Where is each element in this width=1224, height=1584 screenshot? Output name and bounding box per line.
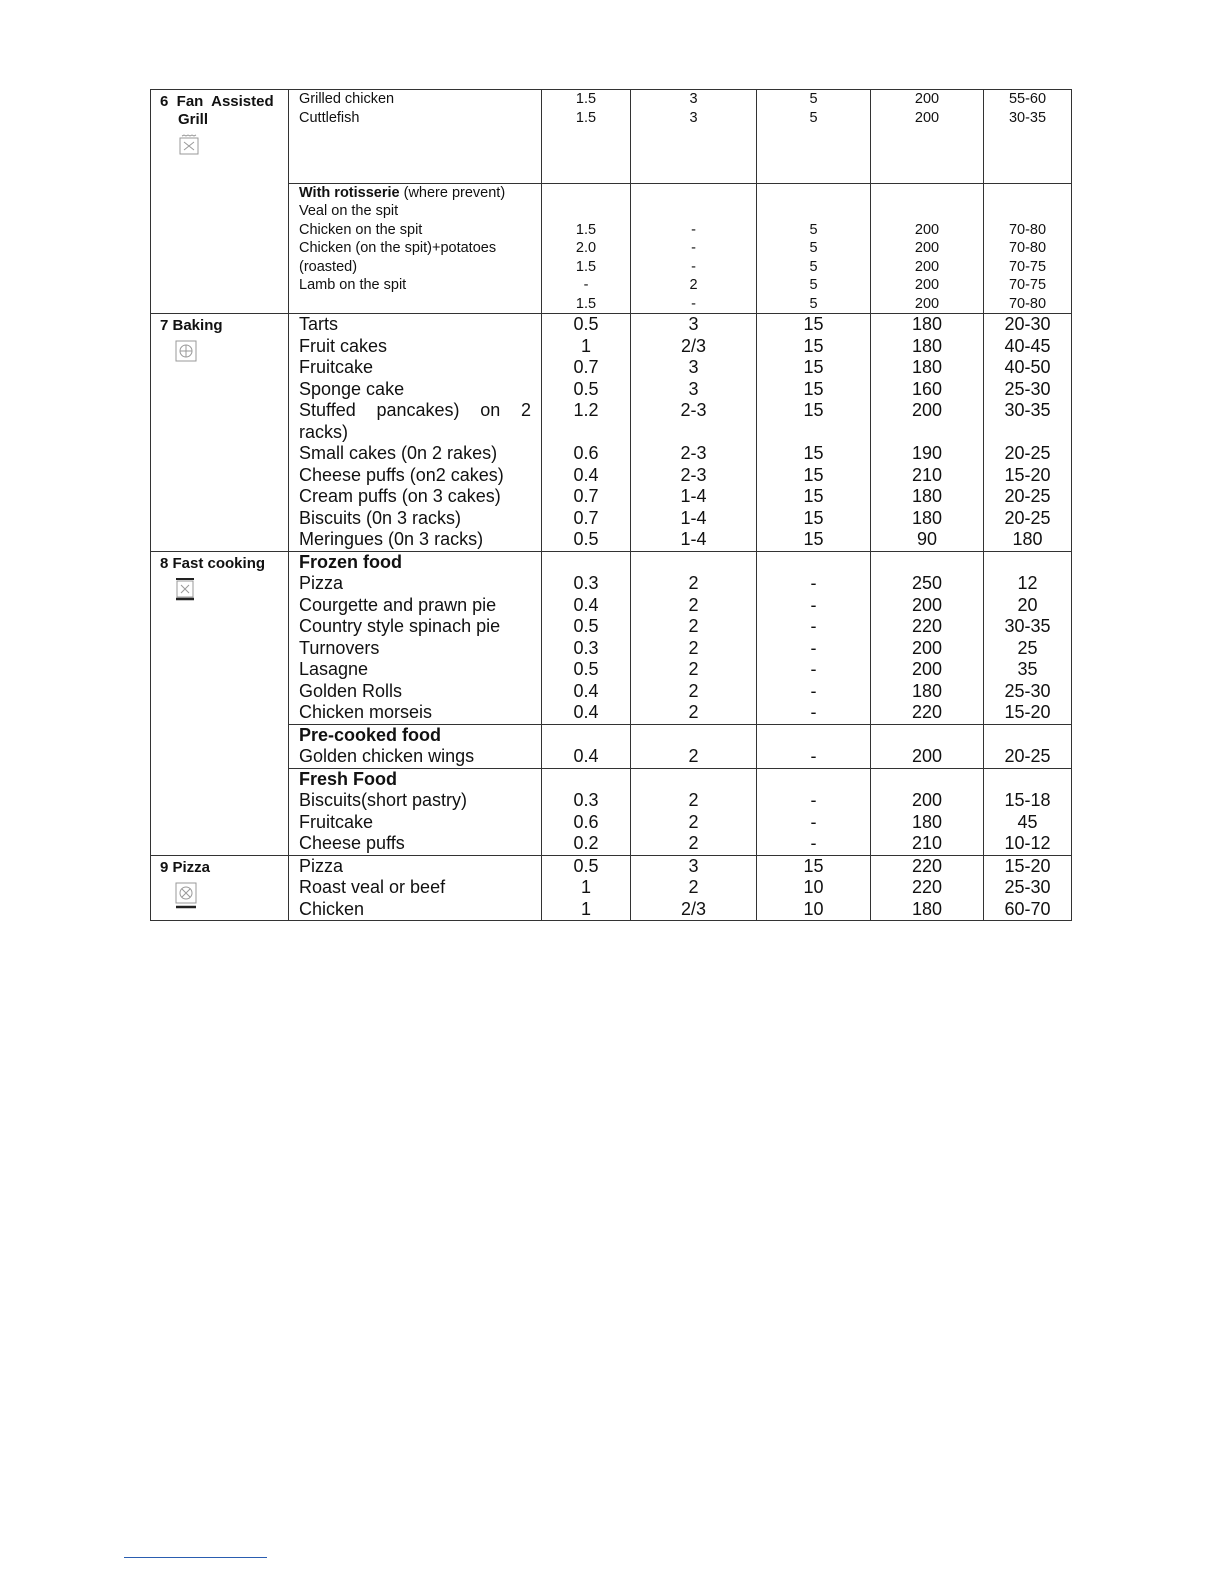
weight-value: 0.5 xyxy=(573,529,599,549)
temp-value: 200 xyxy=(914,277,940,293)
preheat-value: 10 xyxy=(803,898,824,919)
food-item: Lamb on the spit xyxy=(299,277,407,293)
temp-value: 200 xyxy=(914,240,940,256)
rack-value: - xyxy=(691,295,696,312)
food-cell xyxy=(289,551,542,724)
weight-cell xyxy=(542,551,631,724)
weight-value: 1.5 xyxy=(575,258,597,275)
rack-value: 3 xyxy=(688,314,699,334)
mode-label: 8 Fast cooking xyxy=(160,554,266,572)
food-item: Biscuits(short pastry) xyxy=(299,790,468,810)
rack-value xyxy=(631,164,756,183)
pizza-icon xyxy=(174,881,202,911)
time-value: 25-30 xyxy=(1004,877,1051,897)
temp-value: 180 xyxy=(911,811,943,832)
rack-cell xyxy=(631,90,757,184)
temp-value: 180 xyxy=(911,680,943,701)
weight-value: 0.5 xyxy=(573,616,599,636)
food-item: (roasted) xyxy=(299,258,358,275)
temp-value: 220 xyxy=(911,616,943,636)
weight-value: 0.3 xyxy=(573,637,599,658)
cooking-table xyxy=(150,89,1072,921)
preheat-value xyxy=(757,202,870,221)
preheat-value: 15 xyxy=(803,464,824,485)
food-item: Cheese puffs xyxy=(299,833,405,853)
food-item: Veal on the spit xyxy=(299,203,399,219)
table-row xyxy=(151,724,1072,768)
fast-cooking-icon xyxy=(174,577,202,607)
temp-value xyxy=(871,202,983,221)
temp-value: 200 xyxy=(911,659,943,679)
preheat-value: 15 xyxy=(803,855,824,876)
weight-cell xyxy=(542,724,631,768)
weight-value: 0.5 xyxy=(573,659,599,679)
mode-label: 6 Fan Assisted Grill xyxy=(160,93,274,128)
category-heading: With rotisserie (where prevent) xyxy=(299,184,506,201)
rack-cell xyxy=(631,855,757,921)
preheat-value: 15 xyxy=(803,443,824,463)
preheat-value xyxy=(757,164,870,183)
weight-value: 1.2 xyxy=(573,400,599,420)
time-value: 40-50 xyxy=(1004,357,1051,377)
time-value: 70-80 xyxy=(1008,221,1047,238)
weight-value: 0.3 xyxy=(573,790,599,810)
temp-value: 180 xyxy=(911,314,943,334)
rack-value: 2 xyxy=(688,680,699,701)
time-value: 70-75 xyxy=(1008,277,1047,293)
food-item: Small cakes (0n 2 rakes) xyxy=(299,443,498,463)
food-cell xyxy=(289,855,542,921)
preheat-value: - xyxy=(810,594,817,615)
preheat-value: 15 xyxy=(803,335,824,356)
rack-value: 2 xyxy=(689,277,698,293)
temp-value: 220 xyxy=(911,855,943,876)
preheat-value: 15 xyxy=(803,314,824,334)
preheat-value: 5 xyxy=(809,258,818,275)
table-row xyxy=(151,768,1072,855)
rack-value: 2 xyxy=(688,637,699,658)
food-item xyxy=(299,127,533,146)
weight-cell xyxy=(542,183,631,314)
food-cell xyxy=(289,768,542,855)
rack-value: 2-3 xyxy=(680,400,707,420)
preheat-value: - xyxy=(810,680,817,701)
baking-fan-icon xyxy=(174,339,202,369)
weight-value: 0.4 xyxy=(573,464,599,485)
rack-value: 2 xyxy=(688,594,699,615)
category-heading: Fresh Food xyxy=(299,768,397,789)
food-item: Roast veal or beef xyxy=(299,877,446,897)
temp-cell xyxy=(871,855,984,921)
mode-label: 7 Baking xyxy=(160,317,223,334)
temp-cell xyxy=(871,724,984,768)
footnote-separator xyxy=(124,1557,267,1558)
time-value: 180 xyxy=(1012,529,1043,549)
weight-value: 0.6 xyxy=(573,811,599,832)
food-item: Stuffed pancakes) on 2 racks) xyxy=(299,400,531,442)
weight-value xyxy=(542,146,630,165)
time-value xyxy=(984,422,1071,444)
preheat-value xyxy=(757,422,870,444)
food-item: Fruitcake xyxy=(299,811,374,832)
food-item: Biscuits (0n 3 racks) xyxy=(299,507,462,528)
weight-value: 0.7 xyxy=(573,357,599,377)
preheat-value xyxy=(757,127,870,146)
temp-value xyxy=(871,146,983,165)
time-value: 25-30 xyxy=(1004,378,1051,399)
temp-cell xyxy=(871,551,984,724)
preheat-value: 15 xyxy=(803,400,824,420)
time-value: 35 xyxy=(1017,659,1038,679)
time-value xyxy=(984,164,1071,183)
rack-value: 3 xyxy=(688,357,699,377)
temp-value: 200 xyxy=(914,295,940,312)
temp-cell xyxy=(871,183,984,314)
temp-value: 180 xyxy=(911,507,943,528)
rack-value: 2/3 xyxy=(680,898,707,919)
food-item: Meringues (0n 3 racks) xyxy=(299,529,484,549)
food-item: Chicken xyxy=(299,898,365,919)
weight-value: 1 xyxy=(580,335,591,356)
weight-value: 1.5 xyxy=(575,221,597,238)
time-cell xyxy=(984,551,1072,724)
food-item xyxy=(299,146,533,165)
rack-cell xyxy=(631,768,757,855)
temp-value: 200 xyxy=(911,790,943,810)
food-item: Cheese puffs (on2 cakes) xyxy=(299,464,504,485)
rack-value: 2 xyxy=(688,877,699,897)
food-item: Turnovers xyxy=(299,637,380,658)
preheat-value: - xyxy=(810,746,817,766)
weight-value: 0.5 xyxy=(573,314,599,334)
preheat-value: - xyxy=(810,702,817,722)
preheat-cell xyxy=(757,90,871,184)
weight-value xyxy=(542,127,630,146)
preheat-value: 5 xyxy=(809,277,818,293)
category-heading: Frozen food xyxy=(299,551,402,572)
time-value xyxy=(984,202,1071,221)
time-cell xyxy=(984,768,1072,855)
preheat-cell xyxy=(757,855,871,921)
mode-cell xyxy=(151,90,289,314)
rack-value: 3 xyxy=(688,855,699,876)
time-value: 30-35 xyxy=(1004,616,1051,636)
rack-value: 1-4 xyxy=(680,529,707,549)
food-item xyxy=(299,164,533,183)
rack-value xyxy=(631,146,756,165)
time-value: 20-25 xyxy=(1004,486,1051,506)
food-item: Tarts xyxy=(299,314,339,334)
food-item: Country style spinach pie xyxy=(299,616,501,636)
time-value: 20-25 xyxy=(1004,443,1051,463)
rack-cell xyxy=(631,314,757,552)
rack-value: 2 xyxy=(688,659,699,679)
preheat-value: 15 xyxy=(803,378,824,399)
food-item xyxy=(299,295,533,314)
temp-value: 180 xyxy=(911,486,943,506)
food-item: Golden chicken wings xyxy=(299,746,475,766)
rack-value: 2 xyxy=(688,790,699,810)
preheat-value: 10 xyxy=(803,877,824,897)
temp-value: 180 xyxy=(911,335,943,356)
time-value: 20-30 xyxy=(1004,314,1051,334)
mode-cell xyxy=(151,551,289,855)
temp-cell xyxy=(871,314,984,552)
temp-value: 200 xyxy=(911,746,943,766)
rack-value: 2 xyxy=(688,833,699,853)
preheat-value: 15 xyxy=(803,529,824,549)
food-item: Chicken morseis xyxy=(299,702,433,722)
temp-value: 200 xyxy=(914,258,940,275)
temp-value: 200 xyxy=(914,91,940,107)
temp-value: 210 xyxy=(911,833,943,853)
weight-value: 0.4 xyxy=(573,746,599,766)
food-item: Lasagne xyxy=(299,659,369,679)
temp-value: 200 xyxy=(914,221,940,238)
weight-value: 0.5 xyxy=(573,855,599,876)
temp-value: 220 xyxy=(911,877,943,897)
time-value: 40-45 xyxy=(1004,335,1051,356)
rack-cell xyxy=(631,551,757,724)
weight-value: 0.2 xyxy=(573,833,599,853)
weight-value: 0.7 xyxy=(573,507,599,528)
weight-cell xyxy=(542,314,631,552)
mode-cell xyxy=(151,855,289,921)
rack-value: 2 xyxy=(688,746,699,766)
preheat-value: 5 xyxy=(809,221,818,238)
food-item: Fruitcake xyxy=(299,357,374,377)
time-value xyxy=(984,146,1071,165)
rack-value xyxy=(631,202,756,221)
temp-value: 190 xyxy=(911,443,943,463)
fan-grill-icon xyxy=(178,133,206,163)
weight-value xyxy=(542,422,630,444)
food-item: Sponge cake xyxy=(299,378,405,399)
time-value: 25 xyxy=(1017,637,1038,658)
weight-value: 2.0 xyxy=(575,240,597,256)
rack-value xyxy=(631,127,756,146)
weight-value xyxy=(542,202,630,221)
temp-value xyxy=(871,127,983,146)
weight-value: - xyxy=(583,277,589,293)
weight-value: 0.4 xyxy=(573,594,599,615)
preheat-cell xyxy=(757,724,871,768)
time-value: 45 xyxy=(1017,811,1038,832)
time-value: 30-35 xyxy=(1008,109,1047,126)
weight-value xyxy=(542,164,630,183)
preheat-value: - xyxy=(810,616,817,636)
temp-cell xyxy=(871,90,984,184)
weight-cell xyxy=(542,768,631,855)
preheat-cell xyxy=(757,551,871,724)
rack-value: 2 xyxy=(688,702,699,722)
table-row xyxy=(151,551,1072,724)
weight-value: 0.7 xyxy=(573,486,599,506)
preheat-value: 5 xyxy=(809,240,818,256)
food-item: Cuttlefish xyxy=(299,109,360,126)
time-cell xyxy=(984,724,1072,768)
time-value: 20-25 xyxy=(1004,746,1051,766)
food-cell xyxy=(289,90,542,184)
food-item: Pizza xyxy=(299,573,344,593)
rack-value: 2 xyxy=(688,811,699,832)
preheat-cell xyxy=(757,314,871,552)
rack-value: 3 xyxy=(689,109,698,126)
food-item: Grilled chicken xyxy=(299,91,395,107)
food-cell xyxy=(289,183,542,314)
weight-value: 1 xyxy=(580,877,591,897)
rack-value: 3 xyxy=(688,378,699,399)
time-value: 20-25 xyxy=(1004,507,1051,528)
time-cell xyxy=(984,183,1072,314)
food-item: Cream puffs (on 3 cakes) xyxy=(299,486,501,506)
time-value xyxy=(984,127,1071,146)
mode-label: 9 Pizza xyxy=(160,858,211,876)
preheat-value: - xyxy=(810,637,817,658)
preheat-cell xyxy=(757,183,871,314)
rack-value: 2/3 xyxy=(680,335,707,356)
food-item: Pizza xyxy=(299,855,344,876)
time-cell xyxy=(984,90,1072,184)
rack-value: 1-4 xyxy=(680,486,707,506)
temp-value xyxy=(871,164,983,183)
food-cell xyxy=(289,314,542,552)
time-cell xyxy=(984,314,1072,552)
temp-value: 250 xyxy=(911,573,943,593)
category-heading: Pre-cooked food xyxy=(299,724,442,745)
food-item: Fruit cakes xyxy=(299,335,388,356)
food-item: Chicken (on the spit)+potatoes xyxy=(299,240,497,256)
temp-value: 180 xyxy=(911,898,943,919)
preheat-value: 15 xyxy=(803,357,824,377)
rack-value: 2-3 xyxy=(680,464,707,485)
rack-value: 1-4 xyxy=(680,507,707,528)
time-value: 55-60 xyxy=(1008,91,1047,107)
time-value: 15-20 xyxy=(1004,702,1051,722)
temp-value: 220 xyxy=(911,702,943,722)
time-value: 30-35 xyxy=(1004,400,1051,420)
time-value: 15-20 xyxy=(1004,855,1051,876)
time-value: 25-30 xyxy=(1004,680,1051,701)
preheat-value: - xyxy=(810,573,817,593)
temp-value: 180 xyxy=(911,357,943,377)
time-value: 70-80 xyxy=(1008,295,1047,312)
time-cell xyxy=(984,855,1072,921)
weight-value: 0.4 xyxy=(573,680,599,701)
preheat-value: 5 xyxy=(809,295,818,312)
time-value: 15-18 xyxy=(1004,790,1051,810)
weight-value: 0.5 xyxy=(573,378,599,399)
temp-value: 200 xyxy=(911,594,943,615)
weight-value: 1.5 xyxy=(575,109,597,126)
preheat-value xyxy=(757,146,870,165)
preheat-value: - xyxy=(810,811,817,832)
food-cell xyxy=(289,724,542,768)
preheat-value: - xyxy=(810,790,817,810)
preheat-value: 15 xyxy=(803,486,824,506)
time-value: 20 xyxy=(1017,594,1038,615)
mode-cell xyxy=(151,314,289,552)
preheat-value: 5 xyxy=(809,91,818,107)
time-value: 12 xyxy=(1017,573,1038,593)
rack-value: 2 xyxy=(688,616,699,636)
rack-cell xyxy=(631,724,757,768)
rack-value: - xyxy=(691,240,696,256)
temp-value: 200 xyxy=(911,637,943,658)
temp-value: 160 xyxy=(911,378,943,399)
food-item: Golden Rolls xyxy=(299,680,403,701)
table-row xyxy=(151,183,1072,314)
weight-value: 0.3 xyxy=(573,573,599,593)
preheat-value: 15 xyxy=(803,507,824,528)
time-value: 15-20 xyxy=(1004,464,1051,485)
preheat-value: - xyxy=(810,833,817,853)
rack-value xyxy=(631,422,756,444)
table-row xyxy=(151,90,1072,184)
rack-cell xyxy=(631,183,757,314)
weight-cell xyxy=(542,855,631,921)
food-item: Courgette and prawn pie xyxy=(299,594,497,615)
preheat-cell xyxy=(757,768,871,855)
food-item: Chicken on the spit xyxy=(299,221,423,238)
preheat-value: 5 xyxy=(809,109,818,126)
rack-value: 2 xyxy=(688,573,699,593)
preheat-value: - xyxy=(810,659,817,679)
table-row xyxy=(151,855,1072,921)
rack-value: 3 xyxy=(689,91,698,107)
temp-value: 200 xyxy=(911,400,943,420)
time-value: 70-75 xyxy=(1008,258,1047,275)
weight-value: 0.6 xyxy=(573,443,599,463)
time-value: 70-80 xyxy=(1008,240,1047,256)
temp-cell xyxy=(871,768,984,855)
table-row xyxy=(151,314,1072,552)
temp-value: 210 xyxy=(911,464,943,485)
temp-value: 90 xyxy=(916,529,938,549)
rack-value: - xyxy=(691,221,696,238)
weight-value: 0.4 xyxy=(573,702,599,722)
rack-value: - xyxy=(691,258,696,275)
weight-value: 1.5 xyxy=(575,91,597,107)
temp-value xyxy=(871,422,983,444)
weight-value: 1.5 xyxy=(575,295,597,312)
weight-value: 1 xyxy=(580,898,591,919)
time-value: 60-70 xyxy=(1004,898,1051,919)
weight-cell xyxy=(542,90,631,184)
temp-value: 200 xyxy=(914,109,940,126)
rack-value: 2-3 xyxy=(680,443,707,463)
time-value: 10-12 xyxy=(1004,833,1051,853)
